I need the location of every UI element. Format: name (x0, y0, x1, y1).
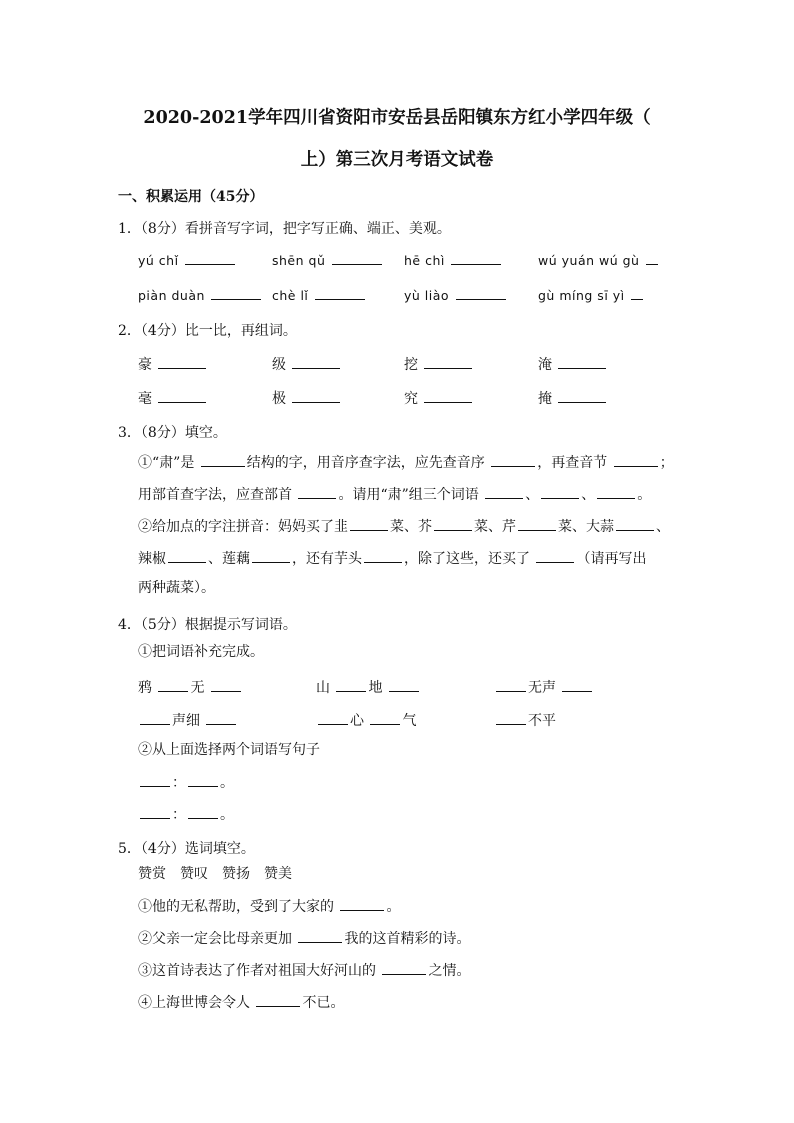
question-5-stem: 5．（4分）选词填空。 (118, 841, 255, 857)
answer-blank[interactable] (188, 774, 218, 787)
answer-blank[interactable] (350, 518, 388, 531)
q4-sub-1: ①把词语补充完成。 (138, 644, 264, 660)
answer-blank[interactable] (140, 712, 170, 725)
answer-blank[interactable] (496, 712, 526, 725)
word-option: 赞美 (264, 866, 292, 882)
q4-idiom: 鸦 无 (138, 677, 243, 697)
answer-blank[interactable] (211, 679, 241, 692)
answer-blank[interactable] (558, 356, 606, 369)
q4-sentence-line: ： 。 (138, 806, 234, 824)
answer-blank[interactable] (562, 679, 592, 692)
answer-blank[interactable] (424, 390, 472, 403)
answer-blank[interactable] (158, 390, 206, 403)
question-2-stem: 2．（4分）比一比，再组词。 (118, 323, 297, 339)
q1-item: wú yuán wú gù (538, 252, 660, 268)
q1-item: yú chǐ (138, 252, 237, 268)
q4-idiom: 无声 (494, 677, 594, 697)
question-1-stem: 1．（8分）看拼音写字词，把字写正确、端正、美观。 (118, 221, 451, 237)
answer-blank[interactable] (614, 454, 658, 467)
q2-item: 豪 (138, 354, 208, 374)
answer-blank[interactable] (211, 287, 261, 300)
q1-item: gù míng sī yì (538, 287, 645, 303)
answer-blank[interactable] (201, 454, 245, 467)
answer-blank[interactable] (434, 518, 472, 531)
answer-blank[interactable] (318, 712, 348, 725)
q2-item: 挖 (404, 354, 474, 374)
answer-blank[interactable] (451, 252, 501, 265)
q3-line-4: 辣椒 、莲藕 ，还有芋头 ，除了这些，还买了 （请再写出 (138, 551, 647, 567)
q2-item: 级 (272, 354, 342, 374)
word-option: 赞扬 (222, 866, 250, 882)
q2-item: 淹 (538, 354, 608, 374)
q4-sub-2: ②从上面选择两个词语写句子 (138, 742, 320, 758)
q3-line-5: 两种蔬菜）。 (138, 580, 215, 596)
word-option: 赞赏 (138, 866, 166, 882)
answer-blank[interactable] (140, 774, 170, 787)
q2-item: 掩 (538, 388, 608, 408)
q5-sentence-1: ①他的无私帮助，受到了大家的 。 (138, 899, 401, 915)
answer-blank[interactable] (491, 454, 535, 467)
q4-sentence-line: ： 。 (138, 774, 234, 792)
answer-blank[interactable] (536, 550, 574, 563)
answer-blank[interactable] (518, 518, 556, 531)
answer-blank[interactable] (252, 550, 290, 563)
answer-blank[interactable] (185, 252, 235, 265)
answer-blank[interactable] (158, 356, 206, 369)
q1-item: yù liào (404, 287, 508, 303)
answer-blank[interactable] (485, 486, 523, 499)
q5-sentence-2: ②父亲一定会比母亲更加 我的这首精彩的诗。 (138, 931, 471, 947)
answer-blank[interactable] (168, 550, 206, 563)
answer-blank[interactable] (188, 806, 218, 819)
answer-blank[interactable] (597, 486, 635, 499)
q2-item: 毫 (138, 388, 208, 408)
answer-blank[interactable] (206, 712, 236, 725)
answer-blank[interactable] (332, 252, 382, 265)
answer-blank[interactable] (292, 356, 340, 369)
answer-blank[interactable] (424, 356, 472, 369)
q4-idiom: 山 地 (316, 677, 421, 697)
answer-blank[interactable] (298, 486, 336, 499)
q5-sentence-4: ④上海世博会令人 不已。 (138, 995, 345, 1011)
answer-blank[interactable] (456, 287, 506, 300)
answer-blank[interactable] (315, 287, 365, 300)
q4-idiom: 声细 (138, 710, 238, 730)
exam-title-line1: 2020-2021学年四川省资阳市安岳县岳阳镇东方红小学四年级（ (143, 108, 651, 128)
question-4-stem: 4．（5分）根据提示写词语。 (118, 617, 297, 633)
word-option: 赞叹 (180, 866, 208, 882)
q5-sentence-3: ③这首诗表达了作者对祖国大好河山的 之情。 (138, 963, 471, 979)
q2-item: 极 (272, 388, 342, 408)
q1-item: shēn qǔ (272, 252, 384, 268)
answer-blank[interactable] (364, 550, 402, 563)
q3-line-3: ②给加点的字注拼音：妈妈买了韭 菜、芥 菜、芹 菜、大蒜 、 (138, 519, 670, 535)
q1-item: hē chì (404, 252, 503, 268)
q3-line-2: 用部首查字法，应查部首 。请用“肃”组三个词语 、 、 。 (138, 487, 652, 503)
answer-blank[interactable] (541, 486, 579, 499)
q2-item: 究 (404, 388, 474, 408)
answer-blank[interactable] (631, 287, 643, 300)
answer-blank[interactable] (382, 962, 426, 975)
q1-item: piàn duàn (138, 287, 263, 303)
answer-blank[interactable] (389, 679, 419, 692)
q5-word-bank (138, 866, 306, 883)
question-3-stem: 3．（8分）填空。 (118, 425, 227, 441)
answer-blank[interactable] (336, 679, 366, 692)
answer-blank[interactable] (496, 679, 526, 692)
answer-blank[interactable] (646, 252, 658, 265)
answer-blank[interactable] (558, 390, 606, 403)
q4-idiom: 不平 (494, 710, 556, 730)
q4-idiom: 心 气 (316, 710, 416, 730)
q3-line-1: ①“肃”是 结构的字，用音序查字法，应先查音序 ，再查音节 ； (138, 455, 674, 471)
answer-blank[interactable] (256, 994, 300, 1007)
exam-title-line2: 上）第三次月考语文试卷 (300, 150, 494, 170)
section-heading: 一、积累运用（45分） (118, 189, 264, 205)
answer-blank[interactable] (140, 806, 170, 819)
answer-blank[interactable] (616, 518, 654, 531)
answer-blank[interactable] (158, 679, 188, 692)
answer-blank[interactable] (370, 712, 400, 725)
q1-item: chè lǐ (272, 287, 367, 303)
answer-blank[interactable] (292, 390, 340, 403)
answer-blank[interactable] (298, 930, 342, 943)
answer-blank[interactable] (340, 898, 384, 911)
